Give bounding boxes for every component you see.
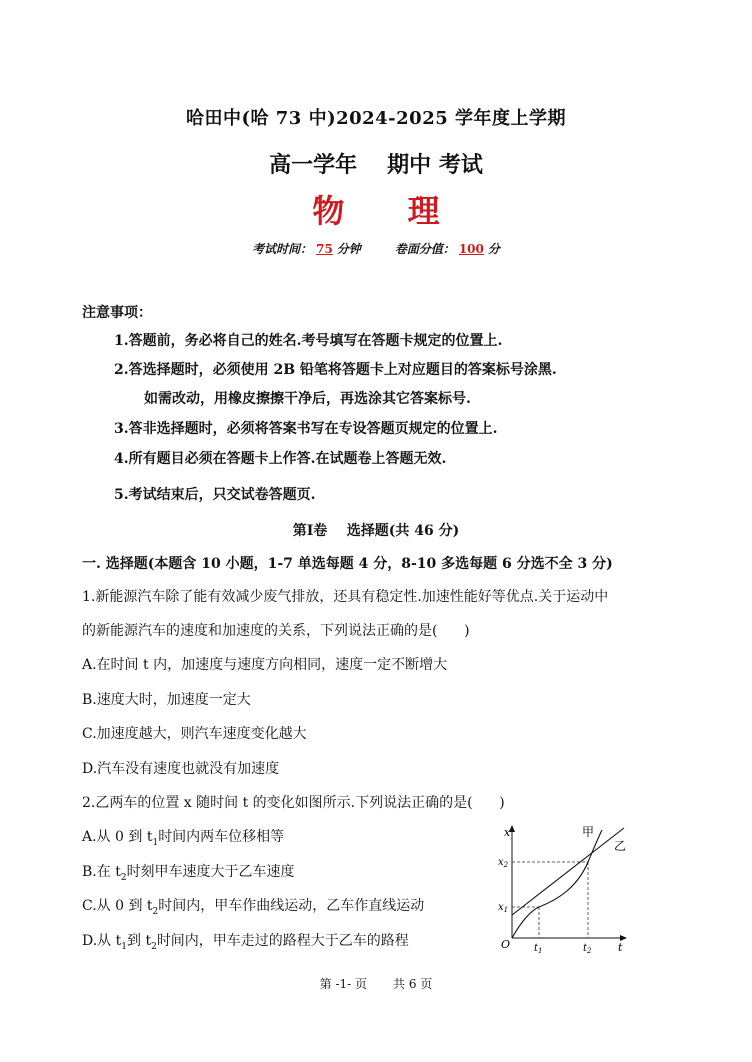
page-number: 第 -1- 页 [319, 977, 368, 991]
time-unit: 分钟 [336, 242, 361, 256]
score-value: 100 [458, 242, 484, 256]
exam-title [0, 148, 752, 179]
page-total: 共 6 页 [393, 977, 433, 991]
t1-label: $t_1$ [534, 943, 543, 955]
line-yi [512, 828, 627, 915]
q1-option-c: C.加速度越大，则汽车速度变化越大 [82, 726, 307, 742]
time-value: 75 [316, 242, 333, 256]
position-time-graph [492, 820, 642, 955]
exam-grade: 高一学年 [269, 152, 358, 178]
time-label: 考试时间： [252, 242, 313, 256]
score-label: 卷面分值： [394, 242, 455, 256]
jia-label: 甲 [582, 825, 595, 839]
note-item: 4.所有题目必须在答题卡上作答.在试题卷上答题无效. [114, 451, 447, 467]
q1-option-b: B.速度大时，加速度一定大 [82, 692, 251, 708]
x-axis-label: x [504, 826, 511, 839]
exam-type: 期中 考试 [387, 152, 483, 178]
q1-stem-line2: 的新能源汽车的速度和加速度的关系，下列说法正确的是( ) [82, 623, 470, 639]
q1-option-d: D.汽车没有速度也就没有加速度 [82, 761, 280, 777]
score-unit: 分 [487, 242, 500, 256]
q2-stem: 2.乙两车的位置 x 随时间 t 的变化如图所示.下列说法正确的是( ) [82, 795, 505, 811]
notes-heading: 注意事项： [82, 305, 152, 321]
x1-label: $x_1$ [498, 902, 509, 914]
q1-stem-line1: 1.新能源汽车除了能有效减少废气排放，还具有稳定性.加速性能好等优点.关于运动中 [82, 589, 609, 605]
q2-option-c: C.从 0 到 $t_2$时间内，甲车作曲线运动，乙车作直线运动 [82, 898, 425, 917]
note-item: 5.考试结束后，只交试卷答题页. [114, 487, 316, 503]
t-axis-label: t [618, 941, 623, 954]
school-title: 哈田中(哈 73 中)2024-2025 学年度上学期 [185, 108, 567, 129]
q2-option-d: D.从 $t_1$到 $t_2$时间内，甲车走过的路程大于乙车的路程 [82, 933, 409, 952]
q2-option-a: A.从 0 到 $t_1$时间内两车位移相等 [82, 829, 285, 848]
x2-label: $x_2$ [498, 857, 509, 869]
yi-label: 乙 [614, 839, 627, 853]
part-title: 第Ⅰ卷 选择题(共 46 分) [292, 523, 460, 539]
q2-option-b: B.在 $t_2$时刻甲车速度大于乙车速度 [82, 864, 295, 883]
curve-jia [512, 830, 602, 938]
t2-label: $t_2$ [583, 943, 592, 955]
note-item: 1.答题前，务必将自己的姓名.考号填写在答题卡规定的位置上. [114, 333, 503, 349]
exam-meta [0, 240, 752, 257]
origin-label: O [501, 938, 511, 951]
section-heading: 一. 选择题(本题含 10 小题，1-7 单选每题 4 分，8-10 多选每题 6 分选不全 3 分) [82, 556, 613, 572]
note-item: 3.答非选择题时，必须将答案书写在专设答题页规定的位置上. [114, 421, 498, 437]
q1-option-a: A.在时间 t 内，加速度与速度方向相同，速度一定不断增大 [82, 657, 448, 673]
note-item: 如需改动，用橡皮擦擦干净后，再选涂其它答案标号. [144, 391, 471, 407]
note-item: 2.答选择题时，必须使用 2B 铅笔将答题卡上对应题目的答案标号涂黑. [114, 362, 557, 378]
subject-title: 物 理 [312, 192, 466, 230]
page-footer [0, 975, 752, 992]
